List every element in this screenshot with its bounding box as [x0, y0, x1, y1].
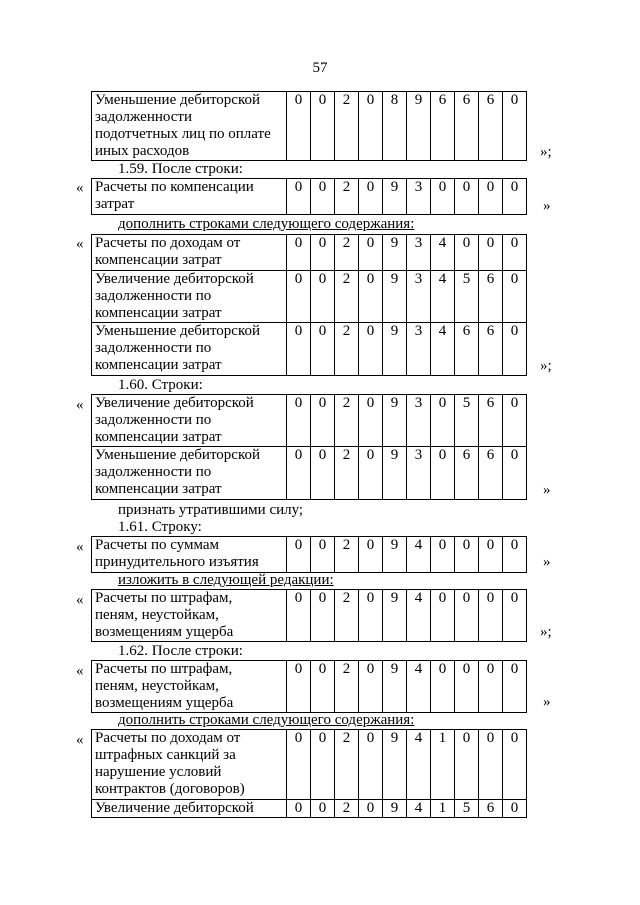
code-digit: 2: [335, 730, 359, 800]
code-digit: 0: [311, 179, 335, 215]
code-digit: 9: [383, 661, 407, 713]
closing-quote: »: [543, 198, 551, 214]
code-digit: 0: [311, 92, 335, 161]
code-digit: 0: [479, 537, 503, 573]
code-digit: 0: [311, 235, 335, 271]
section-heading: 1.61. Строку:: [118, 519, 202, 535]
code-digit: 0: [455, 661, 479, 713]
row-name-line: иных расходов: [95, 143, 190, 159]
code-digit: 2: [335, 395, 359, 447]
closing-quote: »;: [540, 144, 552, 160]
code-digit: 6: [431, 92, 455, 161]
code-digit: 0: [311, 323, 335, 376]
row-name-line: Уменьшение дебиторской: [95, 323, 261, 339]
opening-quote: «: [76, 592, 84, 608]
code-digit: 9: [383, 179, 407, 215]
table-row: [92, 179, 527, 215]
row-name-line: Расчеты по штрафам,: [95, 661, 233, 677]
row-name-line: возмещениям ущерба: [95, 695, 234, 711]
code-digit: 6: [479, 323, 503, 376]
code-digit: 0: [503, 447, 527, 500]
closing-quote: »: [543, 554, 551, 570]
code-digit: 0: [359, 447, 383, 500]
code-digit: 0: [359, 323, 383, 376]
row-name: [92, 590, 287, 642]
code-digit: 0: [479, 590, 503, 642]
code-digit: 9: [383, 537, 407, 573]
code-digit: 3: [407, 323, 431, 376]
row-name-line: возмещениям ущерба: [95, 624, 234, 640]
row-name: [92, 323, 287, 376]
code-digit: 9: [383, 730, 407, 800]
row-name: [92, 179, 287, 215]
code-digit: 3: [407, 395, 431, 447]
code-digit: 4: [407, 800, 431, 818]
row-name-line: Уменьшение дебиторской: [95, 447, 261, 463]
code-digit: 5: [455, 271, 479, 323]
row-name-line: задолженности: [95, 109, 192, 125]
code-digit: 0: [359, 395, 383, 447]
account-table-3: [91, 394, 527, 500]
code-digit: 0: [311, 271, 335, 323]
opening-quote: «: [76, 732, 84, 748]
code-digit: 0: [359, 661, 383, 713]
account-table-0: [91, 91, 527, 161]
table-row: [92, 323, 527, 376]
code-digit: 0: [287, 590, 311, 642]
code-digit: 9: [407, 92, 431, 161]
code-digit: 0: [359, 92, 383, 161]
code-digit: 4: [407, 590, 431, 642]
code-digit: 9: [383, 235, 407, 271]
code-digit: 0: [503, 730, 527, 800]
closing-quote: »;: [540, 358, 552, 374]
row-name-line: пеням, неустойкам,: [95, 678, 219, 694]
code-digit: 6: [455, 92, 479, 161]
row-name: [92, 730, 287, 800]
row-name-line: Расчеты по компенсации: [95, 179, 254, 195]
code-digit: 5: [455, 395, 479, 447]
code-digit: 0: [503, 92, 527, 161]
row-name: [92, 271, 287, 323]
row-name-line: компенсации затрат: [95, 252, 222, 268]
code-digit: 0: [359, 271, 383, 323]
row-name: [92, 447, 287, 500]
code-digit: 0: [479, 235, 503, 271]
opening-quote: «: [76, 236, 84, 252]
code-digit: 0: [311, 800, 335, 818]
code-digit: 0: [287, 271, 311, 323]
code-digit: 0: [431, 537, 455, 573]
section-heading: 1.62. После строки:: [118, 643, 243, 659]
code-digit: 0: [455, 730, 479, 800]
code-digit: 0: [287, 92, 311, 161]
code-digit: 9: [383, 323, 407, 376]
code-digit: 0: [503, 590, 527, 642]
code-digit: 0: [311, 661, 335, 713]
section-heading: дополнить строками следующего содержания:: [118, 216, 415, 232]
code-digit: 3: [407, 447, 431, 500]
code-digit: 2: [335, 271, 359, 323]
code-digit: 0: [287, 235, 311, 271]
row-name-line: Уменьшение дебиторской: [95, 92, 261, 108]
code-digit: 3: [407, 271, 431, 323]
code-digit: 6: [479, 800, 503, 818]
section-heading: 1.60. Строки:: [118, 377, 203, 393]
row-name-line: нарушение условий: [95, 764, 222, 780]
row-name: [92, 537, 287, 573]
code-digit: 0: [287, 323, 311, 376]
code-digit: 4: [431, 323, 455, 376]
section-heading: дополнить строками следующего содержания:: [118, 712, 415, 728]
code-digit: 0: [431, 590, 455, 642]
table-row: [92, 395, 527, 447]
code-digit: 2: [335, 590, 359, 642]
code-digit: 0: [503, 271, 527, 323]
code-digit: 0: [311, 730, 335, 800]
page-number: 57: [312, 60, 328, 76]
section-heading: 1.59. После строки:: [118, 161, 243, 177]
code-digit: 0: [359, 590, 383, 642]
row-name-line: задолженности по: [95, 412, 212, 428]
opening-quote: «: [76, 539, 84, 555]
code-digit: 2: [335, 235, 359, 271]
code-digit: 0: [287, 730, 311, 800]
code-digit: 3: [407, 179, 431, 215]
code-digit: 0: [311, 395, 335, 447]
code-digit: 4: [431, 271, 455, 323]
closing-quote: »: [543, 694, 551, 710]
row-name-line: задолженности по: [95, 288, 212, 304]
code-digit: 0: [503, 323, 527, 376]
code-digit: 0: [287, 537, 311, 573]
code-digit: 0: [503, 800, 527, 818]
account-table-5: [91, 589, 527, 642]
code-digit: 0: [287, 179, 311, 215]
code-digit: 4: [407, 730, 431, 800]
code-digit: 0: [431, 447, 455, 500]
code-digit: 0: [311, 447, 335, 500]
code-digit: 0: [287, 661, 311, 713]
code-digit: 6: [479, 447, 503, 500]
code-digit: 9: [383, 447, 407, 500]
row-name-line: компенсации затрат: [95, 357, 222, 373]
code-digit: 0: [455, 537, 479, 573]
code-digit: 2: [335, 800, 359, 818]
code-digit: 2: [335, 537, 359, 573]
account-table-4: [91, 536, 527, 573]
row-name-line: Увеличение дебиторской: [95, 271, 254, 287]
code-digit: 0: [503, 235, 527, 271]
row-name-line: компенсации затрат: [95, 305, 222, 321]
row-name-line: Увеличение дебиторской: [95, 800, 254, 816]
code-digit: 0: [359, 800, 383, 818]
code-digit: 6: [479, 92, 503, 161]
code-digit: 5: [455, 800, 479, 818]
code-digit: 4: [407, 537, 431, 573]
table-row: [92, 92, 527, 161]
code-digit: 0: [287, 447, 311, 500]
code-digit: 0: [479, 730, 503, 800]
row-name-line: компенсации затрат: [95, 429, 222, 445]
code-digit: 2: [335, 92, 359, 161]
row-name-line: Расчеты по доходам от: [95, 235, 241, 251]
row-name-line: Увеличение дебиторской: [95, 395, 254, 411]
row-name-line: затрат: [95, 196, 135, 212]
code-digit: 3: [407, 235, 431, 271]
code-digit: 0: [359, 179, 383, 215]
table-row: [92, 537, 527, 573]
opening-quote: «: [76, 397, 84, 413]
section-heading: изложить в следующей редакции:: [118, 572, 334, 588]
code-digit: 9: [383, 271, 407, 323]
code-digit: 2: [335, 323, 359, 376]
code-digit: 0: [359, 730, 383, 800]
code-digit: 0: [311, 590, 335, 642]
code-digit: 0: [287, 800, 311, 818]
row-name-line: компенсации затрат: [95, 481, 222, 497]
code-digit: 2: [335, 179, 359, 215]
table-row: [92, 447, 527, 500]
code-digit: 0: [455, 590, 479, 642]
code-digit: 6: [479, 395, 503, 447]
table-row: [92, 800, 527, 818]
row-name: [92, 800, 287, 818]
account-table-7: [91, 729, 527, 818]
code-digit: 2: [335, 661, 359, 713]
code-digit: 9: [383, 395, 407, 447]
account-table-2: [91, 234, 527, 376]
code-digit: 8: [383, 92, 407, 161]
code-digit: 0: [359, 537, 383, 573]
code-digit: 0: [431, 395, 455, 447]
code-digit: 0: [503, 179, 527, 215]
row-name-line: штрафных санкций за: [95, 747, 236, 763]
section-heading: признать утратившими силу;: [118, 502, 304, 518]
table-row: [92, 590, 527, 642]
account-table-6: [91, 660, 527, 713]
row-name-line: Расчеты по доходам от: [95, 730, 241, 746]
row-name-line: задолженности по: [95, 464, 212, 480]
code-digit: 0: [431, 179, 455, 215]
code-digit: 1: [431, 730, 455, 800]
code-digit: 0: [287, 395, 311, 447]
row-name-line: пеням, неустойкам,: [95, 607, 219, 623]
row-name: [92, 235, 287, 271]
code-digit: 2: [335, 447, 359, 500]
closing-quote: »: [543, 482, 551, 498]
table-row: [92, 730, 527, 800]
row-name: [92, 661, 287, 713]
code-digit: 9: [383, 800, 407, 818]
table-row: [92, 235, 527, 271]
code-digit: 0: [503, 395, 527, 447]
code-digit: 0: [359, 235, 383, 271]
code-digit: 0: [503, 661, 527, 713]
row-name: [92, 92, 287, 161]
code-digit: 0: [431, 661, 455, 713]
closing-quote: »;: [540, 624, 552, 640]
code-digit: 0: [479, 661, 503, 713]
opening-quote: «: [76, 663, 84, 679]
code-digit: 0: [503, 537, 527, 573]
code-digit: 4: [407, 661, 431, 713]
table-row: [92, 271, 527, 323]
row-name-line: подотчетных лиц по оплате: [95, 126, 271, 142]
row-name-line: Расчеты по суммам: [95, 537, 220, 553]
row-name-line: контрактов (договоров): [95, 781, 245, 797]
code-digit: 6: [455, 447, 479, 500]
code-digit: 0: [311, 537, 335, 573]
code-digit: 0: [455, 179, 479, 215]
code-digit: 6: [479, 271, 503, 323]
row-name-line: принудительного изъятия: [95, 554, 259, 570]
row-name-line: Расчеты по штрафам,: [95, 590, 233, 606]
row-name: [92, 395, 287, 447]
opening-quote: «: [76, 180, 84, 196]
code-digit: 0: [479, 179, 503, 215]
row-name-line: задолженности по: [95, 340, 212, 356]
table-row: [92, 661, 527, 713]
code-digit: 0: [455, 235, 479, 271]
account-table-1: [91, 178, 527, 215]
code-digit: 6: [455, 323, 479, 376]
code-digit: 1: [431, 800, 455, 818]
code-digit: 9: [383, 590, 407, 642]
code-digit: 4: [431, 235, 455, 271]
